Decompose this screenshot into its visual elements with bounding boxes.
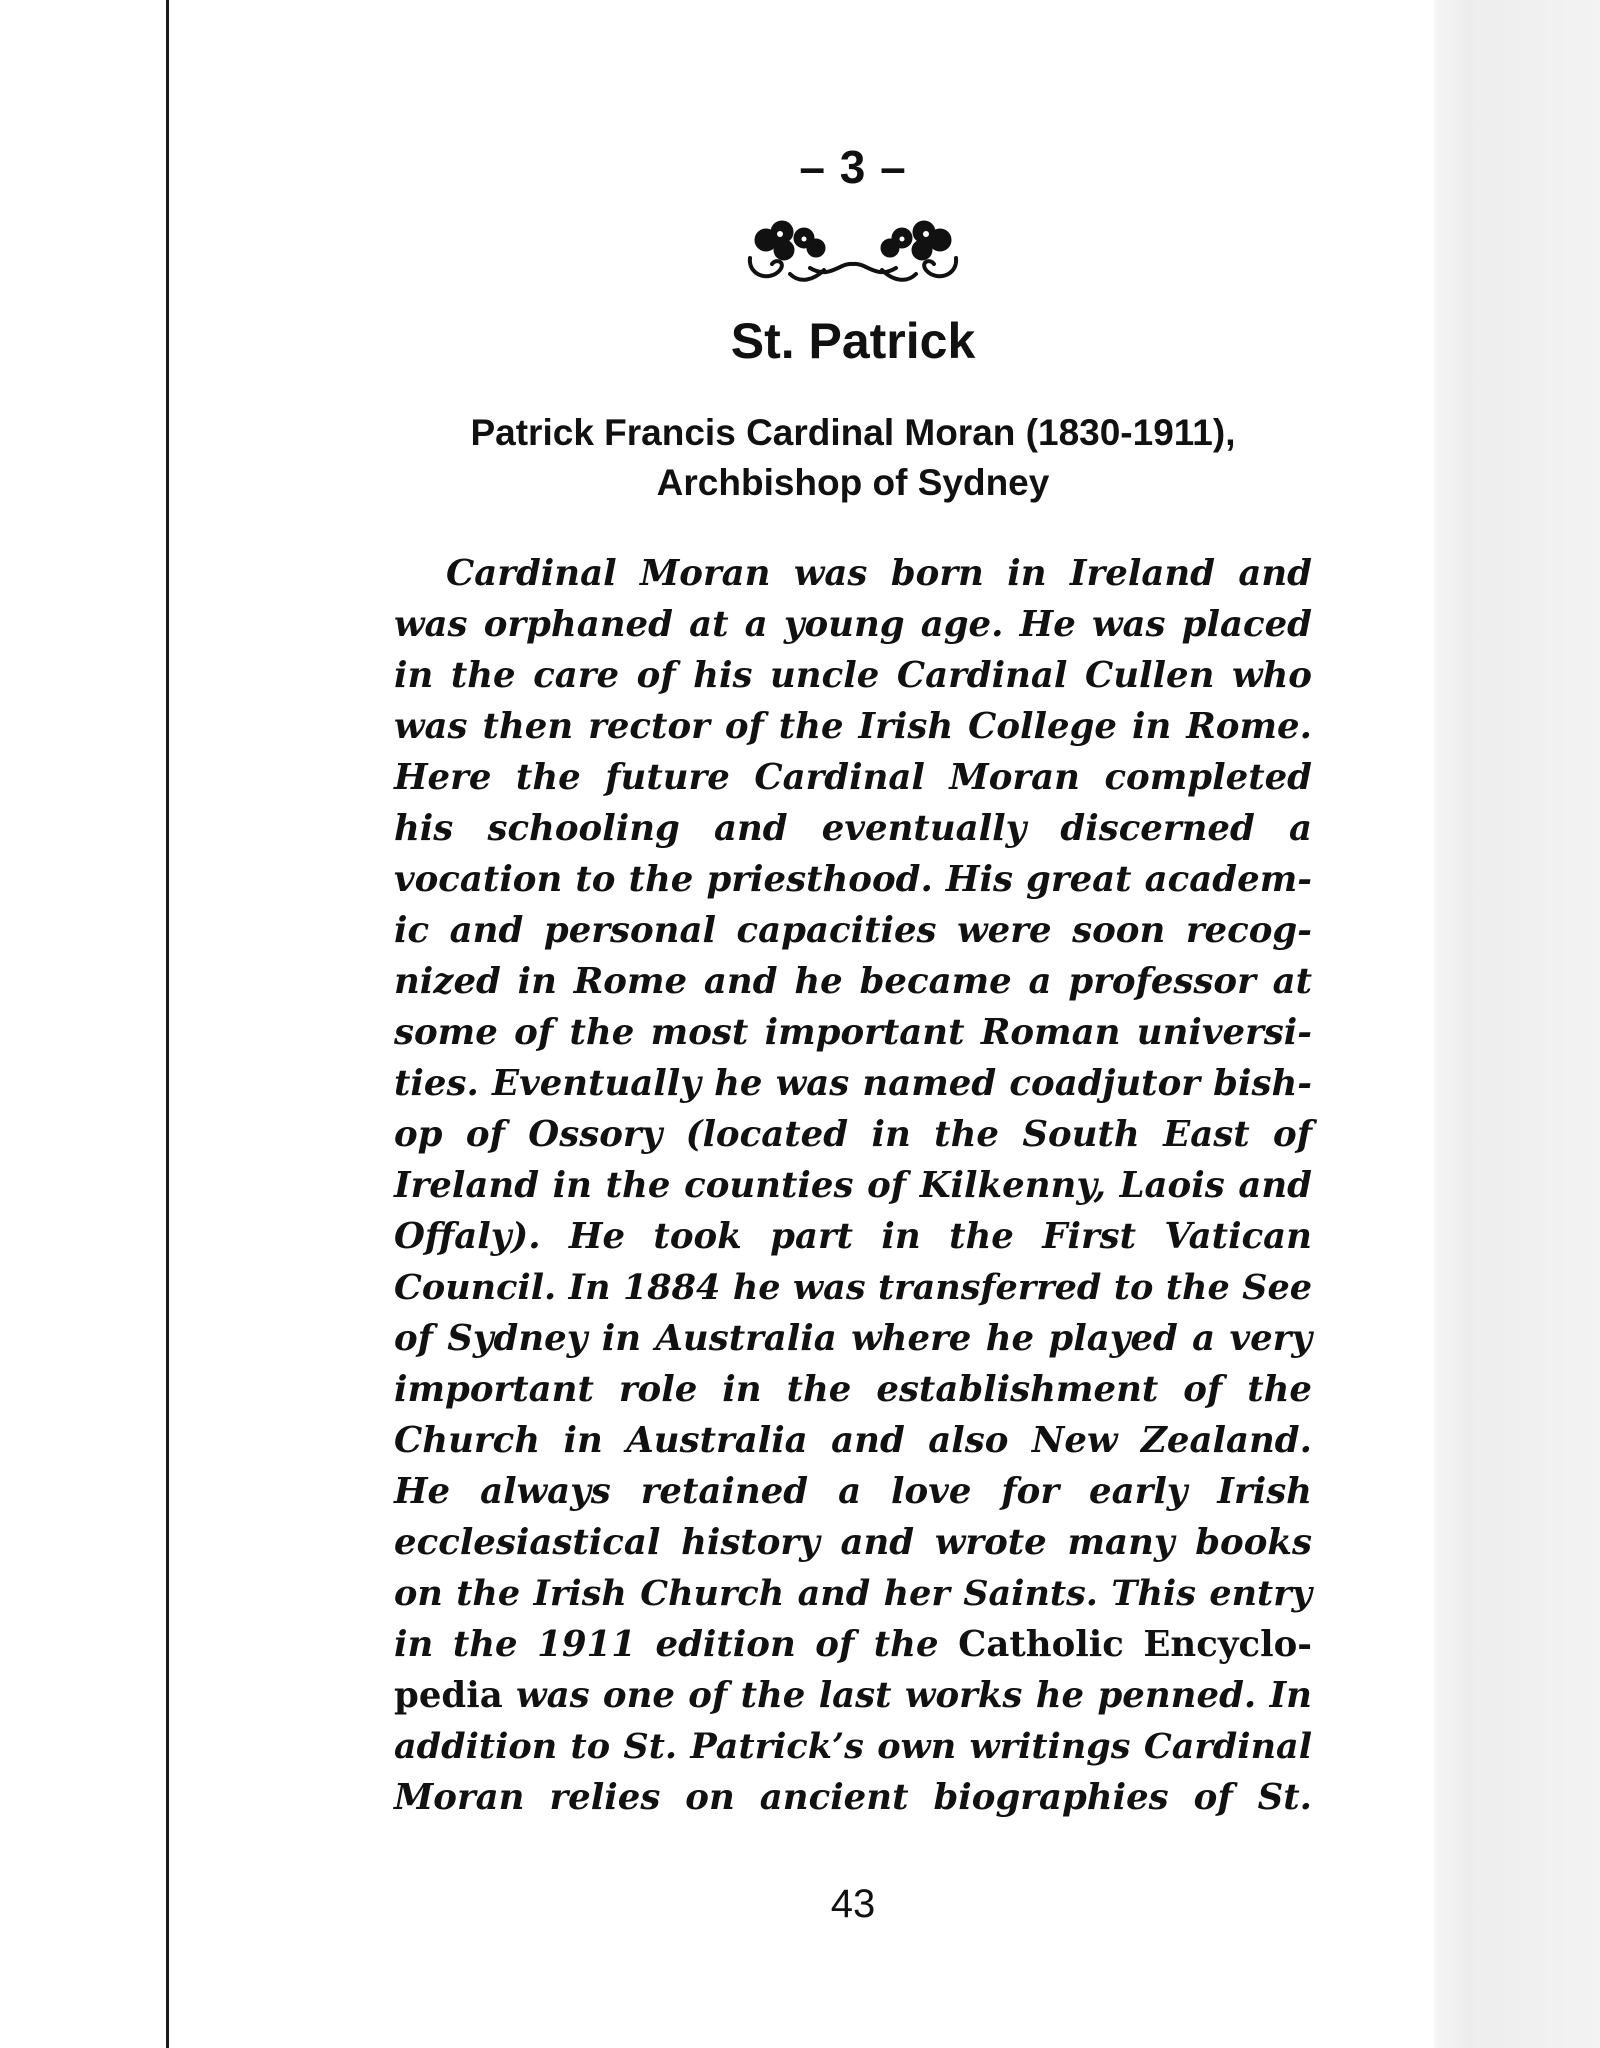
text-line: Cardinal Moran was born in Ireland and (446, 553, 1312, 594)
text-line: ic and personal capacities were soon recog- (394, 910, 1312, 951)
text-line: Here the future Cardinal Moran completed (394, 757, 1312, 798)
page-edge-shadow (1434, 0, 1600, 2048)
text-line: Ireland in the counties of Kilkenny, Laois and (394, 1165, 1312, 1206)
chapter-author (394, 408, 1312, 508)
text-line: Moran relies on ancient biographies of St. (394, 1777, 1312, 1818)
encyclopedia-title: Catholic Encyclo- (958, 1624, 1312, 1665)
chapter-number: – 3 – (799, 141, 907, 193)
text-run: was one of the last works he penned. In (502, 1675, 1312, 1716)
book-page (394, 0, 1312, 2048)
text-line: He always retained a love for early Irish (394, 1471, 1312, 1512)
text-line: nized in Rome and he became a professor at (394, 961, 1312, 1002)
text-run: in the 1911 edition of the (394, 1624, 959, 1665)
introduction-paragraph (394, 548, 1312, 1823)
text-line: addition to St. Patrick’s own writings Cardinal (394, 1726, 1312, 1767)
author-line-1: Patrick Francis Cardinal Moran (1830-1911), (470, 412, 1236, 453)
page-number: 43 (830, 1882, 876, 1926)
text-line (394, 1619, 1312, 1670)
text-line: Offaly). He took part in the First Vatican (394, 1216, 1312, 1257)
chapter-title: St. Patrick (730, 313, 976, 369)
text-line: was then rector of the Irish College in Rome. (394, 706, 1312, 747)
book-spine-line (166, 0, 169, 2048)
encyclopedia-title-continued: pedia (394, 1675, 503, 1716)
text-line: in the care of his uncle Cardinal Cullen who (394, 655, 1312, 696)
text-line (394, 1670, 1312, 1721)
text-line: ecclesiastical history and wrote many books (394, 1522, 1312, 1563)
text-line: Council. In 1884 he was transferred to the See (394, 1267, 1312, 1308)
text-line: ties. Eventually he was named coadjutor bish- (394, 1063, 1312, 1104)
text-line: vocation to the priesthood. His great academ- (394, 859, 1312, 900)
text-line: was orphaned at a young age. He was placed (394, 604, 1312, 645)
text-line: Church in Australia and also New Zealand. (394, 1420, 1312, 1461)
shamrock-vine-ornament-icon (740, 218, 966, 290)
text-line: his schooling and eventually discerned a (394, 808, 1312, 849)
text-line: of Sydney in Australia where he played a very (394, 1318, 1312, 1359)
author-line-2: Archbishop of Sydney (656, 462, 1050, 503)
text-line: some of the most important Roman universi- (394, 1012, 1312, 1053)
text-line: op of Ossory (located in the South East of (394, 1114, 1312, 1155)
text-line: important role in the establishment of the (394, 1369, 1312, 1410)
text-line: on the Irish Church and her Saints. This entry (394, 1573, 1312, 1614)
